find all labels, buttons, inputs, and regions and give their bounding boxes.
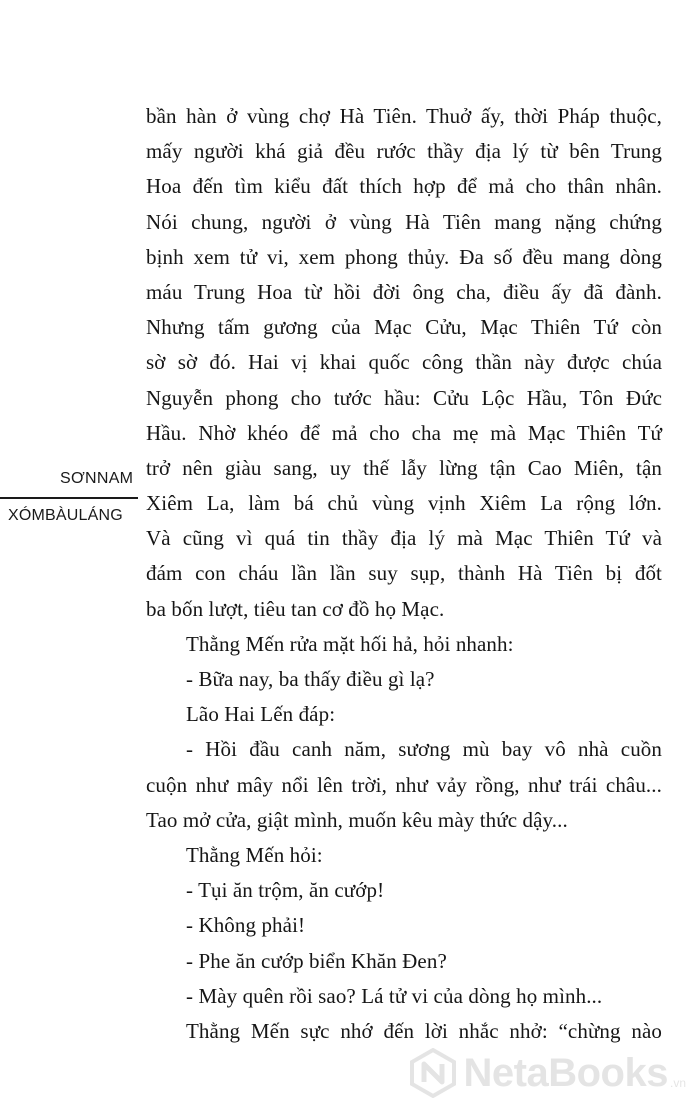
text-line: bịnh xem tử vi, xem phong thủy. Đa số đều mang dòng [146,244,662,269]
netabooks-logo-icon [408,1048,458,1098]
text-line: - Hồi đầu canh năm, sương mù bay vô nhà cuồn [186,737,662,762]
text-line: Nói chung, người ở vùng Hà Tiên mang nặng chứng [146,209,662,234]
text-line: Lão Hai Lến đáp: [186,702,336,727]
text-line: - Tụi ăn trộm, ăn cướp! [186,878,385,903]
body-text [146,99,662,1049]
text-line: máu Trung Hoa từ hồi đời ông cha, điều ấy đã đành. [146,279,662,304]
text-line: sờ sờ đó. Hai vị khai quốc công thần này được chúa [146,350,662,375]
text-line: - Mày quên rồi sao? Lá tử vi của dòng họ mình... [186,983,603,1008]
text-line: Và cũng vì quá tin thầy địa lý mà Mạc Thiên Tứ và [146,526,662,551]
text-line: - Không phải! [186,913,306,938]
text-line: Nguyễn phong cho tước hầu: Cửu Lộc Hầu, Tôn Đức [146,385,662,410]
text-line: Thằng Mến hỏi: [186,842,323,867]
text-line: Nhưng tấm gương của Mạc Cửu, Mạc Thiên Tứ còn [146,315,662,340]
text-line: - Bữa nay, ba thấy điều gì lạ? [186,667,435,691]
text-line: Hầu. Nhờ khéo để mả cho cha mẹ mà Mạc Thiên Tứ [146,420,662,445]
watermark-suffix: .vn [669,1076,686,1090]
text-line: Thằng Mến rửa mặt hối hả, hỏi nhanh: [186,631,514,656]
text-line: trở nên giàu sang, uy thế lẫy lừng tận Cao Miên, tận [146,455,662,480]
watermark [408,1048,686,1098]
text-line: Hoa đến tìm kiểu đất thích hợp để mả cho thân nhân. [146,174,662,199]
text-line: mấy người khá giả đều rước thầy địa lý từ bên Trung [146,139,662,164]
text-line: ba bốn lượt, tiêu tan cơ đồ họ Mạc. [146,596,445,621]
text-line: Thằng Mến sực nhớ đến lời nhắc nhở: “chừng nào [186,1018,662,1043]
running-head-title: XÓMBÀULÁNG [8,507,123,524]
text-line: - Phe ăn cướp biển Khăn Đen? [186,948,447,973]
text-line: đám con cháu lần lần suy sụp, thành Hà Tiên bị đốt [146,561,662,586]
text-line: Tao mở cửa, giật mình, muốn kêu mày thức dậy... [146,807,568,832]
running-head-author: SƠNNAM [60,470,134,487]
text-line: bần hàn ở vùng chợ Hà Tiên. Thuở ấy, thời Pháp thuộc, [146,104,662,128]
text-line: Xiêm La, làm bá chủ vùng vịnh Xiêm La rộng lớn. [146,491,662,516]
watermark-brand: NetaBooks [463,1050,668,1095]
running-head-rule [0,497,138,499]
text-line: cuộn như mây nổi lên trời, như vảy rồng, như trái châu... [146,772,662,797]
